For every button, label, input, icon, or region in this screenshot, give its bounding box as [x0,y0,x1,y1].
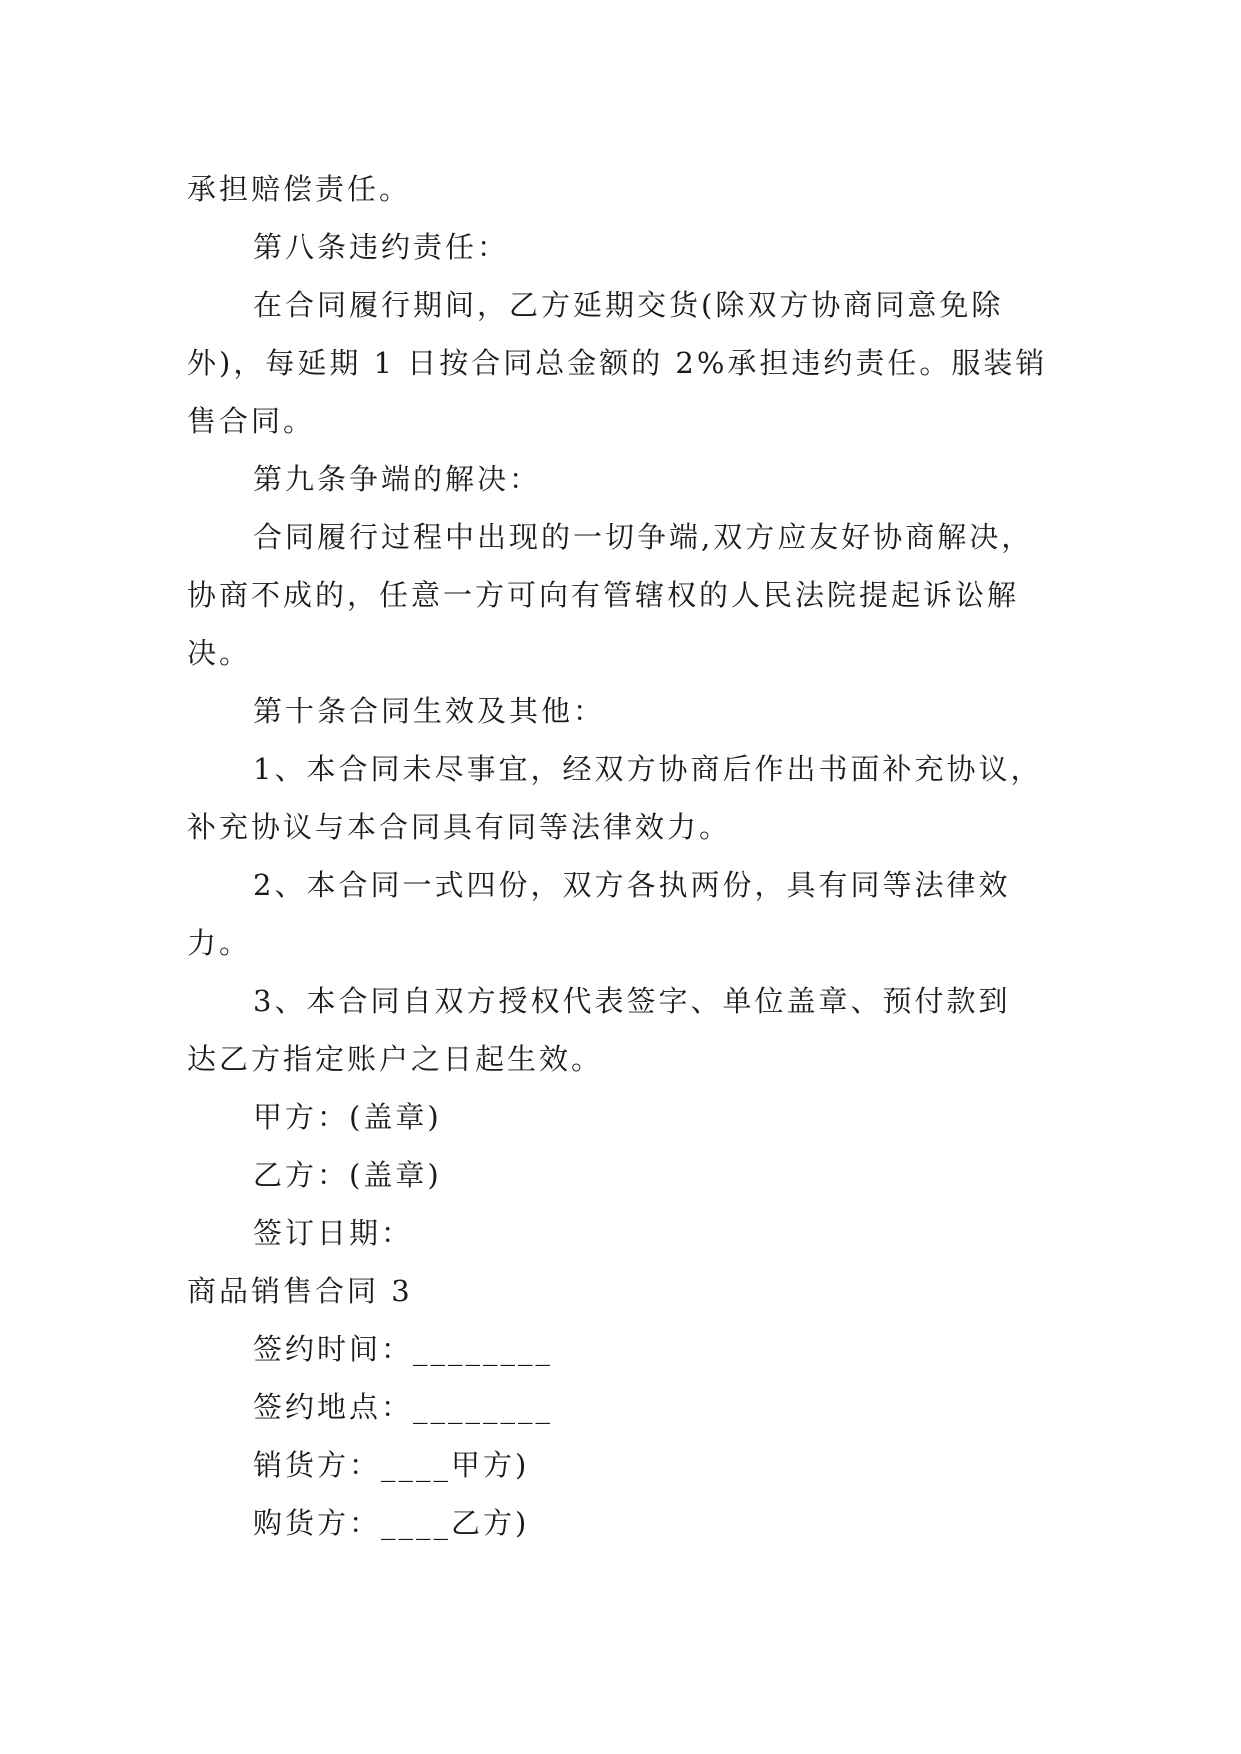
paragraph-line: 达乙方指定账户之日起生效。 [187,1042,604,1076]
section-title: 商品销售合同 3 [187,1274,413,1308]
signing-place-field: 签约地点：________ [253,1390,554,1424]
paragraph-line: 1、本合同未尽事宜，经双方协商后作出书面补充协议， [253,752,1043,786]
article-heading: 第十条合同生效及其他： [253,694,606,728]
paragraph-line: 承担赔偿责任。 [187,172,412,206]
buyer-field: 购货方：____乙方) [253,1506,530,1540]
paragraph-line: 售合同。 [187,404,316,438]
document-body [187,160,1057,1552]
paragraph-line: 外)，每延期 1 日按合同总金额的 2%承担违约责任。服装销 [187,346,1048,380]
party-b-seal: 乙方：(盖章) [253,1158,442,1192]
paragraph-line: 决。 [187,636,252,670]
paragraph-line: 3、本合同自双方授权代表签字、单位盖章、预付款到 [253,984,1011,1018]
seller-field: 销货方：____甲方) [253,1448,530,1482]
paragraph-line: 在合同履行期间，乙方延期交货(除双方协商同意免除 [253,288,1004,322]
signing-time-field: 签约时间：________ [253,1332,554,1366]
signing-date: 签订日期： [253,1216,414,1250]
paragraph-line: 2、本合同一式四份，双方各执两份，具有同等法律效 [253,868,1011,902]
paragraph-line: 协商不成的，任意一方可向有管辖权的人民法院提起诉讼解 [187,578,1020,612]
paragraph-line: 合同履行过程中出现的一切争端,双方应友好协商解决， [253,520,1034,554]
party-a-seal: 甲方：(盖章) [253,1100,442,1134]
article-heading: 第九条争端的解决： [253,462,542,496]
paragraph-line: 力。 [187,926,252,960]
paragraph-line: 补充协议与本合同具有同等法律效力。 [187,810,732,844]
article-heading: 第八条违约责任： [253,230,510,264]
